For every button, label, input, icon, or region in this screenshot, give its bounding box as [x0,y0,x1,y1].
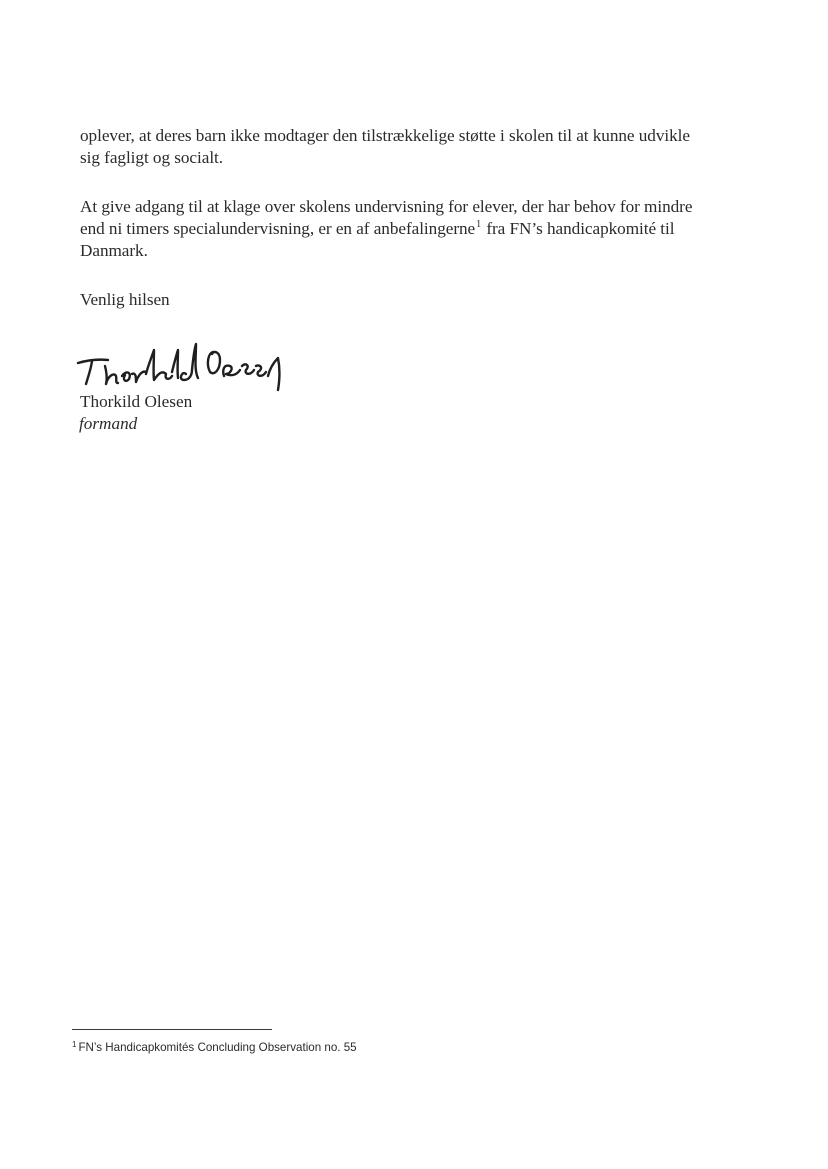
footnote-separator [72,1029,272,1030]
footnote-reference: 1 [476,219,482,230]
paragraph-2-line-2-text: end ni timers specialundervisning, er en af anbefalingerne [80,219,476,238]
paragraph-1 [80,125,750,169]
handwritten-signature [74,336,289,394]
signer-title: formand [79,414,138,433]
paragraph-2-line-3: Danmark. [80,241,148,260]
closing-greeting: Venlig hilsen [80,290,170,309]
paragraph-2-line-2 [80,218,750,240]
signer-name: Thorkild Olesen [80,392,193,411]
paragraph-1-line-2: sig fagligt og socialt. [80,148,224,167]
footnote [72,1040,357,1056]
paragraph-1-line-1: oplever, at deres barn ikke modtager den tilstrækkelige støtte i skolen til at kunne udvikle [80,126,690,145]
footnote-text: FN’s Handicapkomités Concluding Observation no. 55 [78,1041,357,1054]
paragraph-2-line-1: At give adgang til at klage over skolens undervisning for elever, der har behov for mindre [80,197,693,216]
paragraph-2-line-2-continuation: fra FN’s handicapkomité til [482,219,675,238]
footnote-marker: 1 [72,1040,77,1049]
paragraph-2 [80,196,750,262]
